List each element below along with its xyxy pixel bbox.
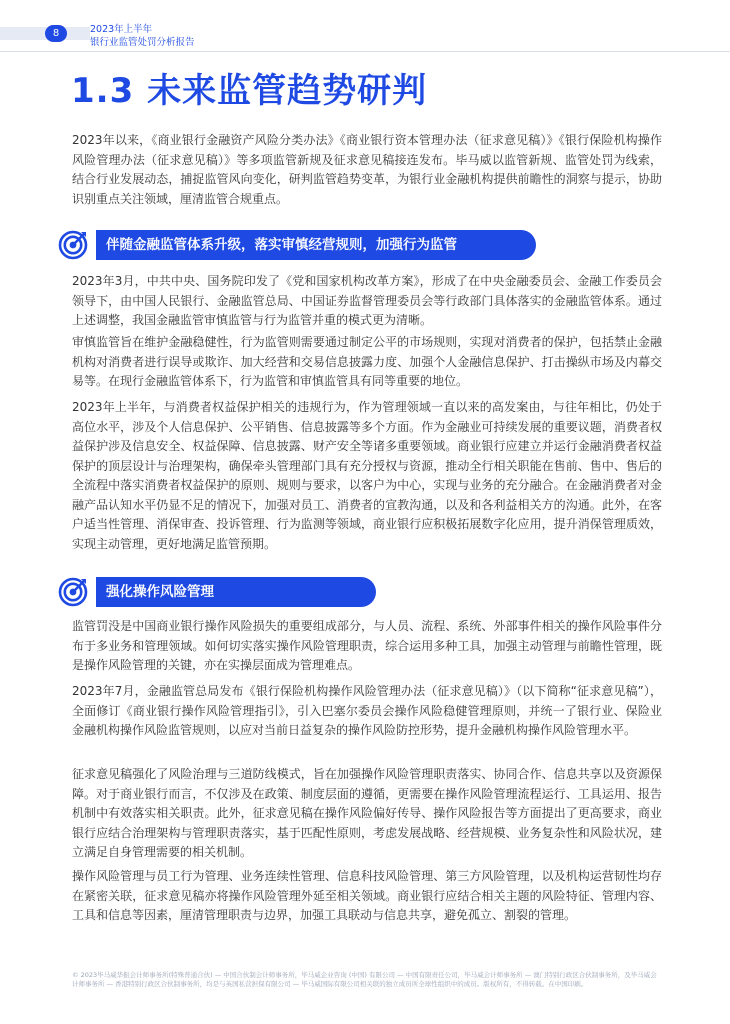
running-header (90, 23, 195, 49)
target-icon (58, 230, 88, 260)
running-header-line1: 2023年上半年 (90, 24, 153, 35)
page-title: 1.3 未来监管趋势研判 (71, 71, 428, 111)
section2-paragraph-4: 操作风险管理与员工行为管理、业务连续性管理、信息科技风险管理、第三方风险管理，以及机构运营韧性均存在紧密关联，征求意见稿亦将操作风险管理外延至相关领域。商业银行应结合相关主题的风险特征、管理内容、工具和信息等因素，厘清管理职责与边界，加强工具联动与信息共享，避免孤立、割裂的管理。 (72, 869, 662, 922)
section-heading-bar: 伴随金融监管体系升级，落实审慎经营规则，加强行为监管 (96, 230, 536, 260)
section2-paragraph-1: 监管罚没是中国商业银行操作风险损失的重要组成部分，与人员、流程、系统、外部事件相关的操作风险事件分布于多业务和管理领域。如何切实落实操作风险管理职责，综合运用多种工具，加强主动管理与前瞻性管理，既是操作风险管理的关键，亦在实操层面成为管理难点。 (72, 619, 662, 672)
section-heading-bar: 强化操作风险管理 (96, 577, 376, 607)
page-number-badge: 8 (45, 25, 67, 42)
section2-paragraph-2: 2023年7月，金融监管总局发布《银行保险机构操作风险管理办法（征求意见稿）》（以下简称“征求意见稿”），全面修订《商业银行操作风险管理指引》，引入巴塞尔委员会操作风险稳健管理原则，并统一了银行业、保险业金融机构操作风险监管规则，以应对当前日益复杂的操作风险防控形势，提升金融机构操作风险管理水平。 (72, 684, 662, 737)
section1-paragraph-1: 2023年3月，中共中央、国务院印发了《党和国家机构改革方案》，形成了在中央金融委员会、金融工作委员会领导下，由中国人民银行、金融监管总局、中国证券监督管理委员会等行政部门具体落实的金融监管体系。通过上述调整，我国金融监管审慎监管与行为监管并重的模式更为清晰。 (72, 274, 662, 327)
header-divider (0, 51, 730, 52)
section2-paragraph-3: 征求意见稿强化了风险治理与三道防线模式，旨在加强操作风险管理职责落实、协同合作、信息共享以及资源保障。对于商业银行而言，不仅涉及在政策、制度层面的遵循，更需要在操作风险管理流程运行、工具运用、报告机制中有效落实相关职责。此外，征求意见稿在操作风险偏好传导、操作风险报告等方面提出了更高要求，商业银行应结合治理架构与管理职责落实，基于匹配性原则，考虑发展战略、经营规模、业务复杂性和风险状况，建立满足自身管理需要的相关机制。 (72, 767, 662, 859)
copyright-footer: © 2023毕马威华振会计师事务所(特殊普通合伙) — 中国合伙制会计师事务所，毕马威企业咨询 (中国) 有限公司 — 中国有限责任公司，毕马威会计师事务所 — 澳门特别行政区合伙制事务所，及毕马威会计师事务所 — 香港特别行政区合伙制事务所，均是与英国私营担保有限公司 — 毕马威国际有限公司相关联的独立成员所全球性组织中的成员。版权所有，不得转载。在中国印刷。 (72, 971, 657, 988)
section1-paragraph-3: 2023年上半年，与消费者权益保护相关的违规行为，作为管理领域一直以来的高发案由，与往年相比，仍处于高位水平，涉及个人信息保护、公平销售、信息披露等多个方面。作为金融业可持续发展的重要议题，消费者权益保护涉及信息安全、权益保障、信息披露、财产安全等诸多重要领域。商业银行应建立并运行金融消费者权益保护的顶层设计与治理架构，确保牵头管理部门具有充分授权与资源，推动全行相关职能在售前、售中、售后的全流程中落实消费者权益保护的原则、规则与要求，以客户为中心，实现与业务的充分融合。在金融消费者对金融产品认知水平仍显不足的情况下，加强对员工、消费者的宣教沟通，以及和各利益相关方的沟通。此外，在客户适当性管理、消保审查、投诉管理、行为监测等领域，商业银行应积极拓展数字化应用，提升消保管理质效，实现主动管理，更好地满足监管预期。 (72, 400, 662, 551)
section1-paragraph-2: 审慎监管旨在维护金融稳健性，行为监管则需要通过制定公平的市场规则，实现对消费者的保护，包括禁止金融机构对消费者进行误导或欺诈、加大经营和交易信息披露力度、加强个人金融信息保护、打击操纵市场及内幕交易等。在现行金融监管体系下，行为监管和审慎监管具有同等重要的地位。 (72, 335, 662, 388)
target-icon (58, 577, 88, 607)
running-header-line2: 银行业监管处罚分析报告 (90, 37, 195, 48)
intro-paragraph: 2023年以来，《商业银行金融资产风险分类办法》《商业银行资本管理办法（征求意见稿）》《银行保险机构操作风险管理办法（征求意见稿）》等多项监管新规及征求意见稿接连发布。毕马威以监管新规、监管处罚为线索，结合行业发展动态，捕捉监管风向变化，研判监管趋势变革，为银行业金融机构提供前瞻性的洞察与提示，协助识别重点关注领域，厘清监管合规重点。 (72, 133, 662, 206)
